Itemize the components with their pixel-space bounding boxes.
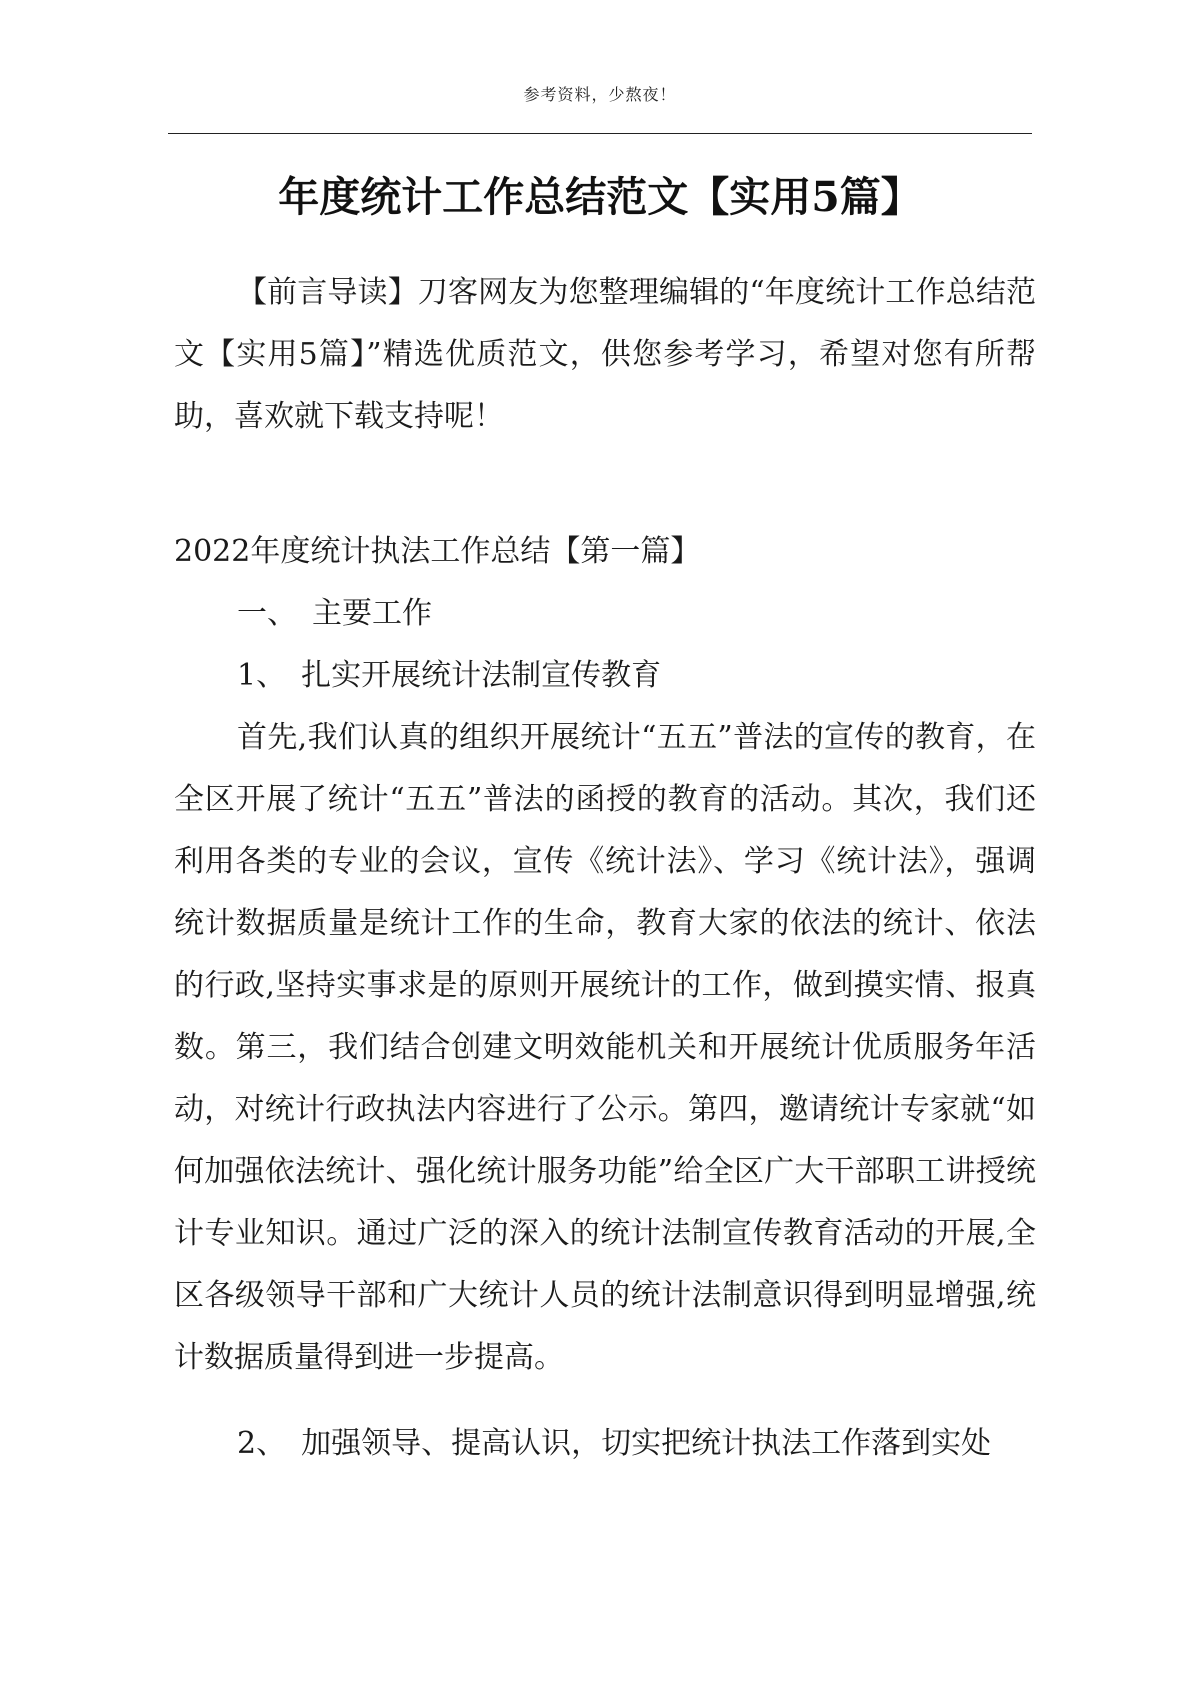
header-note: 参考资料，少熬夜！ — [523, 85, 677, 104]
subheading-legal-education: 1、 扎实开展统计法制宣传教育 — [237, 658, 662, 693]
body-paragraph: 首先,我们认真的组织开展统计“五五”普法的宣传的教育，在全区开展了统计“五五”普法的函授的教育的活动。其次，我们还利用各类的专业的会议，宣传《统计法》、学习《统计法》，强调统计数据质量是统计工作的生命，教育大家的依法的统计、依法的行政,坚持实事求是的原则开展统计的工作，做到摸实情、报真数。第三，我们结合创建文明效能机关和开展统计优质服务年活动，对统计行政执法内容进行了公示。第四，邀请统计专家就“如何加强依法统计、强化统计服务功能”给全区广大干部职工讲授统计专业知识。通过广泛的深入的统计法制宣传教育活动的开展,全区各级领导干部和广大统计人员的统计法制意识得到明显增强,统计数据质量得到进一步提高。 — [174, 720, 1036, 1375]
intro-paragraph: 【前言导读】刀客网友为您整理编辑的“年度统计工作总结范文【实用5篇】”精选优质范文，供您参考学习，希望对您有所帮助，喜欢就下载支持呢！ — [174, 275, 1036, 434]
section-heading: 2022年度统计执法工作总结【第一篇】 — [174, 534, 701, 569]
subheading-strengthen-leadership: 2、 加强领导、提高认识，切实把统计执法工作落到实处 — [237, 1426, 992, 1461]
item-heading-main-work: 一、 主要工作 — [237, 596, 432, 631]
document-title: 年度统计工作总结范文【实用5篇】 — [278, 173, 922, 222]
header-divider — [168, 133, 1032, 134]
